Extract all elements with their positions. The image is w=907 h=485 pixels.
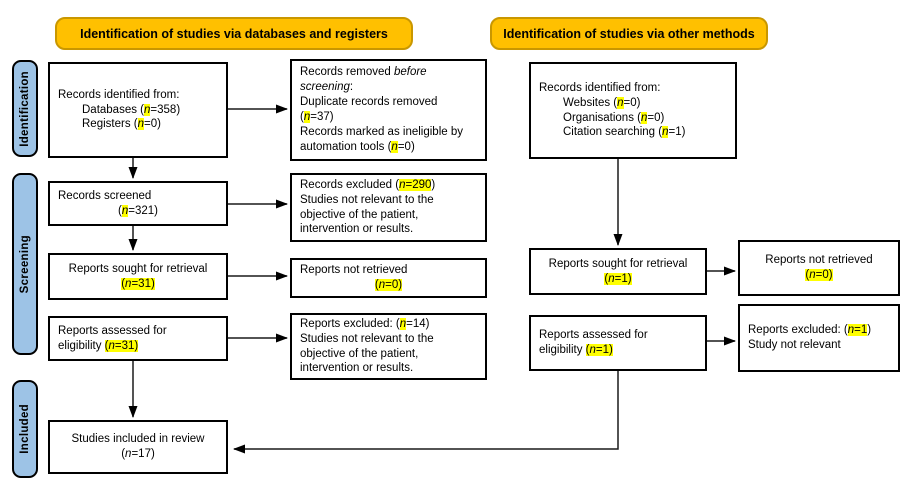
- header-other-methods: [490, 17, 768, 50]
- box-reports-assessed-other: Reports assessed for eligibility (n=1): [529, 315, 707, 371]
- box-reports-excluded-databases: Reports excluded: (n=14) Studies not relevant to the objective of the patient, intervention or results.: [290, 313, 487, 380]
- box-reports-excluded-other: Reports excluded: (n=1) Study not relevant: [738, 304, 900, 372]
- box-reports-not-retrieved-databases: Reports not retrieved (n=0): [290, 258, 487, 298]
- header-other-methods-label: Identification of studies via other methods: [503, 26, 755, 41]
- sidebar-identification-label: Identification: [19, 70, 31, 147]
- sidebar-screening: [12, 173, 38, 355]
- header-databases-registers: [55, 17, 413, 50]
- sidebar-identification: [12, 60, 38, 157]
- box-records-screened: Records screened (n=321): [48, 181, 228, 226]
- box-records-excluded: Records excluded (n=290) Studies not relevant to the objective of the patient, intervention or results.: [290, 173, 487, 242]
- box-reports-not-retrieved-other: Reports not retrieved (n=0): [738, 240, 900, 296]
- header-databases-registers-label: Identification of studies via databases and registers: [80, 26, 388, 41]
- sidebar-screening-label: Screening: [19, 234, 31, 294]
- box-reports-assessed-databases: Reports assessed for eligibility (n=31): [48, 316, 228, 361]
- box-records-identified-other: Records identified from: Websites (n=0) Organisations (n=0) Citation searching (n=1): [529, 62, 737, 159]
- box-studies-included: Studies included in review (n=17): [48, 420, 228, 474]
- box-reports-sought-databases: Reports sought for retrieval (n=31): [48, 253, 228, 300]
- sidebar-included-label: Included: [19, 404, 31, 454]
- arrow-other-assessed-to-included: [234, 371, 618, 449]
- sidebar-included: [12, 380, 38, 478]
- box-reports-sought-other: Reports sought for retrieval (n=1): [529, 248, 707, 295]
- box-records-removed: Records removed before screening: Duplicate records removed (n=37) Records marked as ineligible by automation tools (n=0): [290, 59, 487, 161]
- box-records-identified-databases: Records identified from: Databases (n=358) Registers (n=0): [48, 62, 228, 158]
